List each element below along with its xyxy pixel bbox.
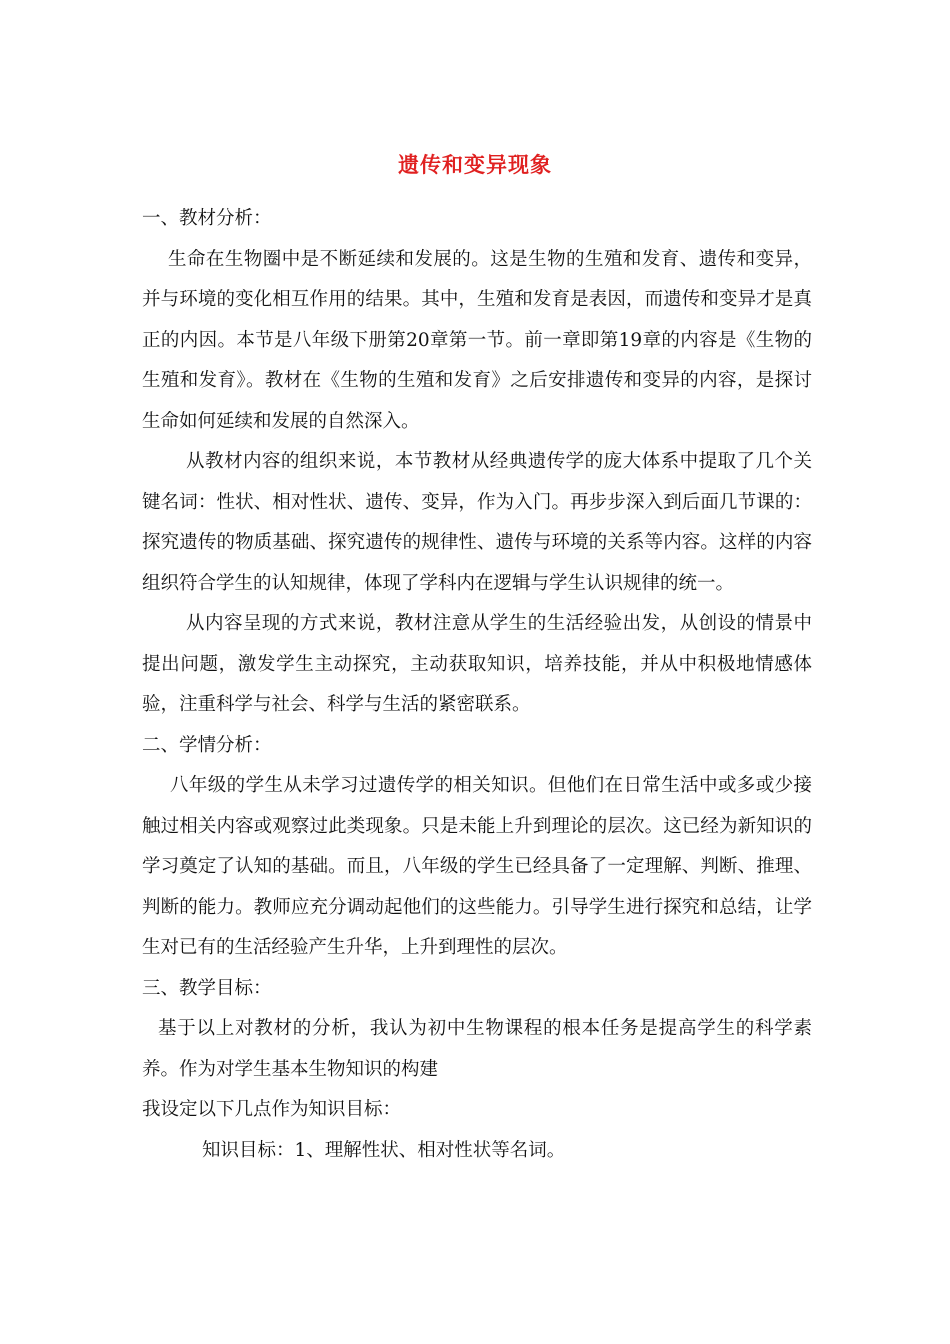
paragraph-teaching-goals-1: 基于以上对教材的分析，我认为初中生物课程的根本任务是提高学生的科学素养。作为对学生基本生物知识的构建 bbox=[142, 1018, 812, 1080]
paragraph-teaching-goals-2: 我设定以下几点作为知识目标： bbox=[142, 1099, 402, 1120]
document-body bbox=[142, 199, 812, 1171]
section-heading-textbook-analysis: 一、教材分析： bbox=[142, 208, 272, 229]
document-title: 遗传和变异现象 bbox=[398, 152, 552, 177]
paragraph-textbook-analysis-3: 从内容呈现的方式来说，教材注意从学生的生活经验出发，从创设的情景中提出问题，激发学生主动探究，主动获取知识，培养技能，并从中积极地情感体验，注重科学与社会、科学与生活的紧密联系。 bbox=[142, 613, 812, 715]
paragraph-textbook-analysis-1: 生命在生物圈中是不断延续和发展的。这是生物的生殖和发育、遗传和变异，并与环境的变化相互作用的结果。其中，生殖和发育是表因，而遗传和变异才是真正的内因。本节是八年级下册第20章第一节。前一章即第19章的内容是《生物的生殖和发育》。教材在《生物的生殖和发育》之后安排遗传和变异的内容，是探讨生命如何延续和发展的自然深入。 bbox=[142, 248, 812, 432]
paragraph-textbook-analysis-2: 从教材内容的组织来说，本节教材从经典遗传学的庞大体系中提取了几个关键名词：性状、相对性状、遗传、变异，作为入门。再步步深入到后面几节课的：探究遗传的物质基础、探究遗传的规律性、遗传与环境的关系等内容。这样的内容组织符合学生的认知规律，体现了学科内在逻辑与学生认识规律的统一。 bbox=[142, 451, 812, 594]
section-heading-student-analysis: 二、学情分析： bbox=[142, 734, 272, 756]
paragraph-teaching-goals-3: 知识目标：1、理解性状、相对性状等名词。 bbox=[202, 1139, 566, 1161]
section-heading-teaching-goals: 三、教学目标： bbox=[142, 977, 272, 999]
paragraph-student-analysis-1: 八年级的学生从未学习过遗传学的相关知识。但他们在日常生活中或多或少接触过相关内容或观察过此类现象。只是未能上升到理论的层次。这已经为新知识的学习奠定了认知的基础。而且，八年级的学生已经具备了一定理解、判断、推理、判断的能力。教师应充分调动起他们的这些能力。引导学生进行探究和总结，让学生对已有的生活经验产生升华，上升到理性的层次。 bbox=[142, 775, 812, 958]
